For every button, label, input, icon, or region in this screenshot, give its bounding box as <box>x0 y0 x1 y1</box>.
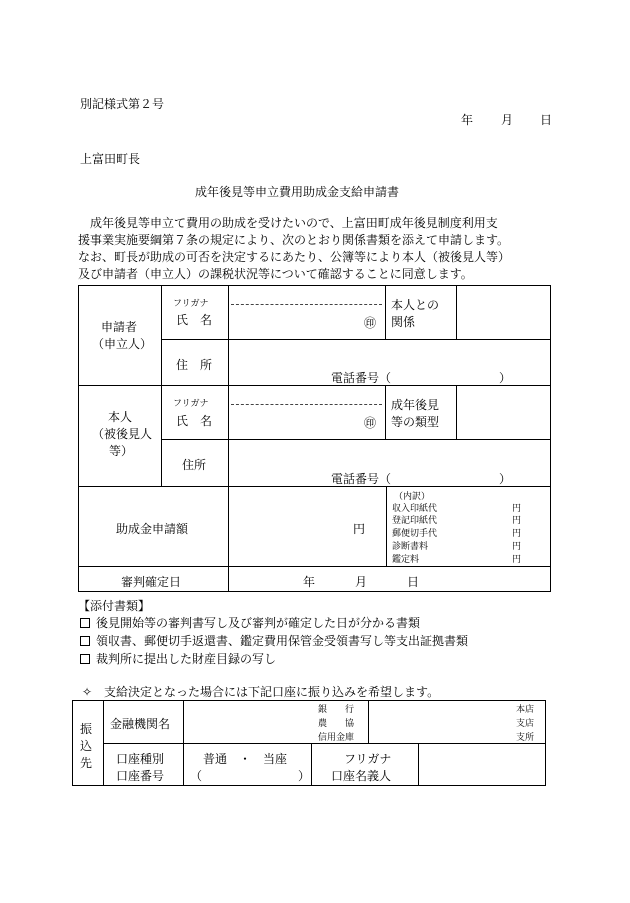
institution-type: 銀 行 <box>318 705 355 715</box>
form-title: 成年後見等申立費用助成金支給申請書 <box>195 185 400 199</box>
principal-name-field[interactable] <box>229 406 359 434</box>
account-number-label: 口座番号 <box>116 769 165 783</box>
date-year: 年 <box>461 113 474 127</box>
applicant-phone: 電話番号（ ） <box>331 371 512 385</box>
breakdown-item: 診断書料 <box>392 542 429 552</box>
breakdown-item: 鑑定料 <box>392 555 420 565</box>
principal-label-sub2: 等） <box>109 444 134 458</box>
attachments-title: 【添付書類】 <box>78 599 151 613</box>
breakdown-item: 収入印紙代 <box>392 504 438 514</box>
judgment-month: 月 <box>355 575 368 589</box>
principal-furigana-label: フリガナ <box>173 399 209 409</box>
account-number-field[interactable]: （ ） <box>190 769 311 783</box>
holder-name-field[interactable] <box>420 745 544 785</box>
branch-type: 支店 <box>516 719 535 729</box>
date-day: 日 <box>540 113 553 127</box>
intro-line-2: 援事業実施要綱第７条の規定により、次のとおり関係書類を添えて申請します。 <box>78 233 510 247</box>
transfer-note: ✧ 支給決定となった場合には下記口座に振り込みを希望します。 <box>82 685 440 699</box>
breakdown-item: 登記印紙代 <box>392 516 438 526</box>
guardianship-type-label-sub: 等の類型 <box>391 415 440 429</box>
addressee: 上富田町長 <box>80 152 141 166</box>
principal-address-label: 住所 <box>182 458 207 472</box>
principal-phone: 電話番号（ ） <box>331 472 512 486</box>
grant-amount-label: 助成金申請額 <box>116 522 189 536</box>
intro-line-1: 成年後見等申立て費用の助成を受けたいので、上富田町成年後見制度利用支 <box>78 216 498 230</box>
account-type-label: 口座種別 <box>116 752 165 766</box>
bank-side-label: 振 <box>80 722 93 736</box>
attachment-checkbox[interactable] <box>80 636 90 646</box>
institution-name-field[interactable] <box>185 702 305 742</box>
guardianship-type-label: 成年後見 <box>391 398 440 412</box>
grant-yen: 円 <box>353 522 366 536</box>
applicant-name-field[interactable] <box>229 306 359 334</box>
breakdown-unit: 円 <box>512 529 522 539</box>
applicant-label: 申請者 <box>101 320 138 334</box>
applicant-address-field[interactable] <box>229 341 549 367</box>
attachment-item: 後見開始等の審判書写し及び審判が確定した日が分かる書類 <box>80 614 420 631</box>
breakdown-title: （内訳） <box>394 492 431 502</box>
principal-name-label: 氏 名 <box>176 414 213 428</box>
applicant-seal-mark: ㊞ <box>364 316 377 330</box>
institution-label: 金融機関名 <box>110 717 171 731</box>
principal-address-field[interactable] <box>229 441 549 467</box>
applicant-relation-label: 本人との <box>391 298 440 312</box>
grant-amount-field[interactable] <box>229 488 349 564</box>
judgment-date-field[interactable] <box>229 568 549 590</box>
judgment-year: 年 <box>303 575 316 589</box>
bank-side-label: 込 <box>80 739 93 753</box>
date-month: 月 <box>501 113 514 127</box>
applicant-name-label: 氏 名 <box>176 313 213 327</box>
applicant-label-sub: （申立人） <box>92 337 153 351</box>
institution-type: 農 協 <box>318 719 355 729</box>
attachment-item: 裁判所に提出した財産目録の写し <box>80 650 276 667</box>
applicant-furigana-label: フリガナ <box>173 299 209 309</box>
breakdown-unit: 円 <box>512 504 522 514</box>
guardianship-type-field[interactable] <box>457 386 549 438</box>
breakdown-unit: 円 <box>512 555 522 565</box>
principal-label-sub: （被後見人 <box>92 427 153 441</box>
holder-name-label: 口座名義人 <box>331 769 392 783</box>
breakdown-unit: 円 <box>512 516 522 526</box>
applicant-address-label: 住 所 <box>176 358 213 372</box>
holder-furigana-label: フリガナ <box>344 752 392 766</box>
intro-line-4: 及び申請者（申立人）の課税状況等について確認することに同意します。 <box>78 267 473 281</box>
principal-label: 本人 <box>108 410 133 424</box>
applicant-relation-label-sub: 関係 <box>391 315 416 329</box>
attachment-item: 領収書、郵便切手返還書、鑑定費用保管金受領書写し等支出証拠書類 <box>80 632 468 649</box>
attachment-checkbox[interactable] <box>80 654 90 664</box>
intro-line-3: なお、町長が助成の可否を決定するにあたり、公簿等により本人（被後見人等） <box>78 250 511 264</box>
form-number: 別記様式第２号 <box>80 97 165 111</box>
breakdown-unit: 円 <box>512 542 522 552</box>
bank-side-label: 先 <box>80 756 93 770</box>
applicant-relation-field[interactable] <box>457 286 549 338</box>
branch-type: 本店 <box>516 705 535 715</box>
branch-name-field[interactable] <box>370 702 510 742</box>
judgment-date-label: 審判確定日 <box>121 575 182 589</box>
account-type-choice[interactable]: 普通 ・ 当座 <box>203 752 288 766</box>
institution-type: 信用金庫 <box>318 733 355 743</box>
breakdown-item: 郵便切手代 <box>392 529 438 539</box>
attachment-checkbox[interactable] <box>80 618 90 628</box>
judgment-day: 日 <box>407 575 420 589</box>
branch-type: 支所 <box>516 733 535 743</box>
principal-seal-mark: ㊞ <box>364 416 377 430</box>
